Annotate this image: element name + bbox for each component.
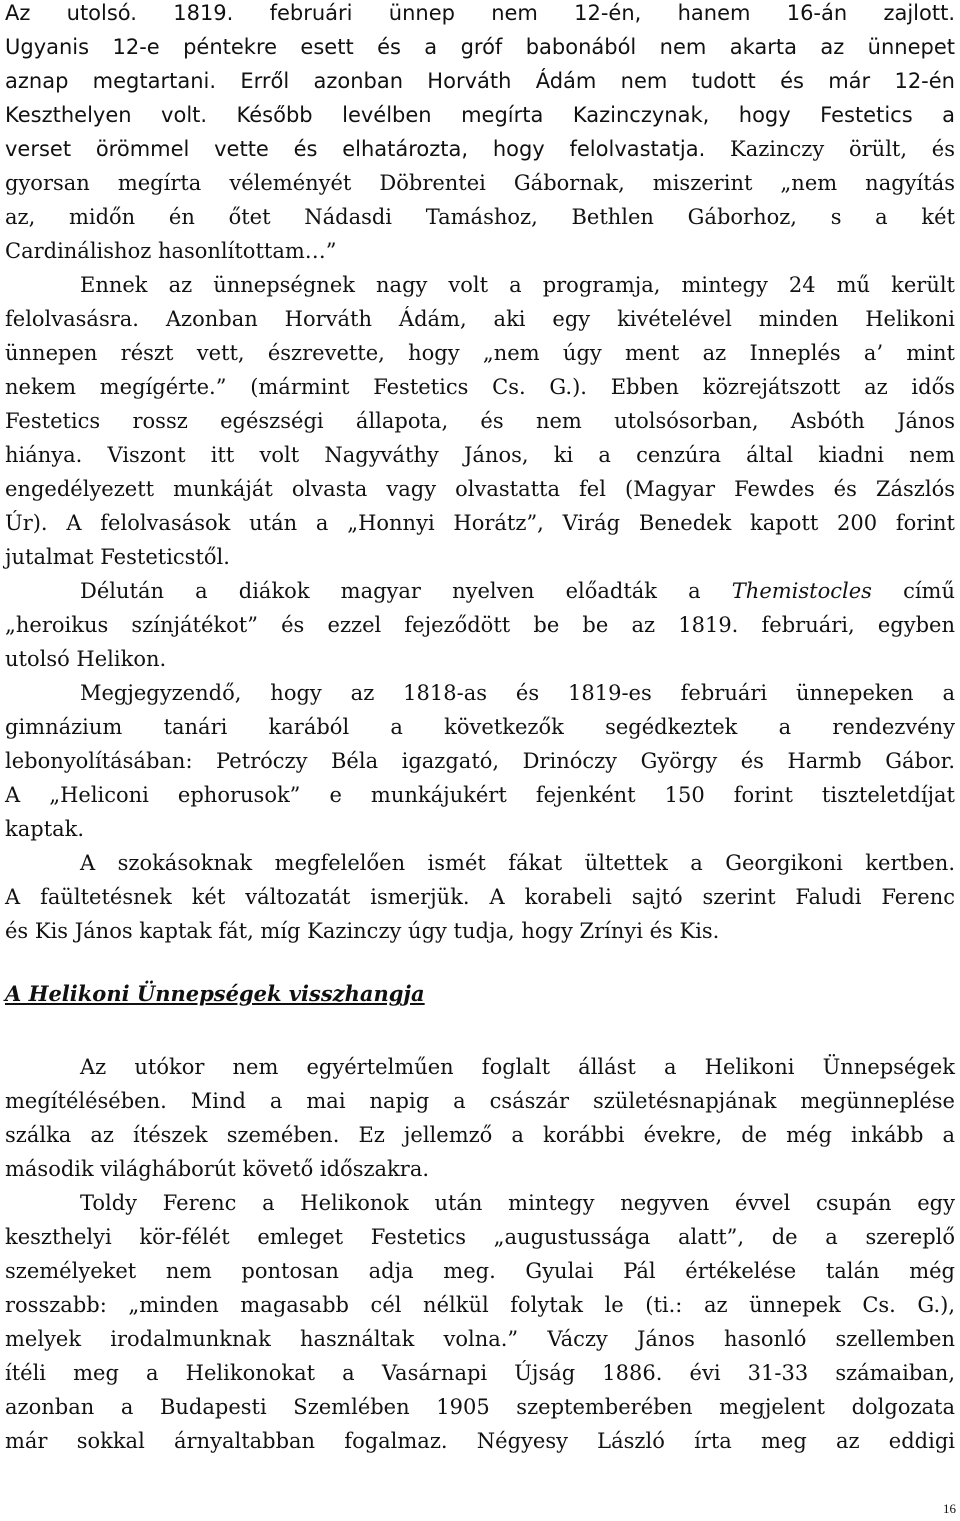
text-span: jutalmat Festeticstől. [5,545,230,569]
text-span: Ugyanis 12-e péntekre esett és a gróf babonából nem akarta az ünnepet [5,35,955,59]
text-span: Keszthelyen volt. Később levélben megírta Kazinczynak, hogy Festetics a [5,103,955,127]
text-span: Cardinálishoz hasonlítottam…” [5,239,337,263]
text-line [80,1055,955,1089]
text-span: Kazinczy örült, és [705,137,955,161]
text-span: Festetics rossz egészségi állapota, és nem utolsósorban, Asbóth János [5,409,955,433]
text-line [5,1327,955,1361]
text-line [5,613,955,647]
text-line [5,647,955,681]
text-span: Megjegyzendő, hogy az 1818-as és 1819-es februári ünnepeken a [80,681,955,705]
text-span: melyek irodalmunknak használtak volna.” Váczy János hasonló szellemben [5,1327,955,1351]
text-line [5,749,955,783]
text-line [5,409,955,443]
text-line [5,35,955,69]
text-line [5,137,955,171]
text-line [5,715,955,749]
text-line [5,375,955,409]
text-line [5,69,955,103]
italic-title: Themistocles [731,579,872,603]
text-line [5,239,955,273]
text-span: megítélésében. Mind a mai napig a császár születésnapjának megünneplése [5,1089,955,1113]
text-line [5,205,955,239]
text-span: felolvasásra. Azonban Horváth Ádám, aki egy kivételével minden Helikoni [5,307,955,331]
text-span: verset örömmel vette és elhatározta, hogy felolvastatja. [5,137,706,161]
text-span: azonban a Budapesti Szemlében 1905 szeptemberében megjelent dolgozata [5,1395,955,1419]
text-span: ítéli meg a Helikonokat a Vasárnapi Újság 1886. évi 31-33 számaiban, [5,1361,955,1385]
text-span: A faültetésnek két változatát ismerjük. A korabeli sajtó szerint Faludi Ferenc [5,885,955,909]
text-line [80,1191,955,1225]
text-line [5,307,955,341]
text-span: engedélyezett munkáját olvasta vagy olvastatta fel (Magyar Fewdes és Zászlós [5,477,955,501]
text-span: lebonyolításában: Petróczy Béla igazgató, Drinóczy György és Harmb Gábor. [5,749,955,773]
text-line [5,1259,955,1293]
text-line [5,885,955,919]
text-line [5,103,955,137]
text-span: és Kis János kaptak fát, míg Kazinczy úgy tudja, hogy Zrínyi és Kis. [5,919,720,943]
text-line [5,1293,955,1327]
text-span: hiánya. Viszont itt volt Nagyváthy János, ki a cenzúra által kiadni nem [5,443,955,467]
text-line [5,1089,955,1123]
text-line [5,511,955,545]
text-line [80,851,955,885]
text-span: nekem megígérte.” (mármint Festetics Cs. G.). Ebben közrejátszott az idős [5,375,955,399]
text-span: keszthelyi kör-félét emleget Festetics „augustussága alatt”, de a szereplő [5,1225,955,1249]
text-line [5,817,955,851]
text-span: Toldy Ferenc a Helikonok után mintegy negyven évvel csupán egy [80,1191,955,1215]
text-line [80,681,955,715]
text-span: személyeket nem pontosan adja meg. Gyulai Pál értékelése talán még [5,1259,955,1283]
section-heading: A Helikoni Ünnepségek visszhangja [5,981,425,1006]
text-span: kaptak. [5,817,85,841]
text-line [5,443,955,477]
text-span: az, midőn én őtet Nádasdi Tamáshoz, Bethlen Gáborhoz, s a két [5,205,955,229]
text-span: ünnepen részt vett, észrevette, hogy „nem úgy ment az Inneplés a’ mint [5,341,955,365]
text-span: „heroikus színjátékot” és ezzel fejeződött be be az 1819. februári, egyben [5,613,955,637]
text-span: Az utolsó. 1819. februári ünnep nem 12-én, hanem 16-án zajlott. [5,1,955,25]
text-line [5,1429,955,1463]
text-span: Úr). A felolvasások után a „Honnyi Horátz”, Virág Benedek kapott 200 forint [5,511,955,535]
text-span: rosszabb: „minden magasabb cél nélkül folytak le (ti.: az ünnepek Cs. G.), [5,1293,955,1317]
text-line [5,919,955,953]
text-line [5,1157,955,1191]
text-span: utolsó Helikon. [5,647,167,671]
text-span: A szokásoknak megfelelően ismét fákat ültettek a Georgikoni kertben. [80,851,955,875]
text-line [5,1361,955,1395]
text-span: Ennek az ünnepségnek nagy volt a programja, mintegy 24 mű került [80,273,955,297]
text-line [5,477,955,511]
text-line [5,1123,955,1157]
text-span: gimnázium tanári karából a következők segédkeztek a rendezvény [5,715,955,739]
text-line [80,273,955,307]
text-line [5,545,955,579]
text-line [5,1,955,35]
text-span: című [871,579,955,603]
text-line [5,171,955,205]
text-span: Az utókor nem egyértelműen foglalt állást a Helikoni Ünnepségek [80,1055,955,1079]
text-span: aznap megtartani. Erről azonban Horváth Ádám nem tudott és már 12-én [5,69,955,93]
text-span: Délután a diákok magyar nyelven előadták a [80,579,732,603]
page-number: 16 [943,1501,956,1516]
text-line [5,1395,955,1429]
text-span: második világháborút követő időszakra. [5,1157,430,1181]
text-span: gyorsan megírta véleményét Döbrentei Gábornak, miszerint „nem nagyítás [5,171,955,195]
text-line [80,579,955,613]
text-span: szálka az ítészek szemében. Ez jellemző a korábbi évekre, de még inkább a [5,1123,955,1147]
text-span: már sokkal árnyaltabban fogalmaz. Négyesy László írta meg az eddigi [5,1429,955,1453]
text-line [5,1225,955,1259]
text-line [5,783,955,817]
text-span: A „Heliconi ephorusok” e munkájukért fejenként 150 forint tiszteletdíjat [5,783,955,807]
text-line [5,341,955,375]
